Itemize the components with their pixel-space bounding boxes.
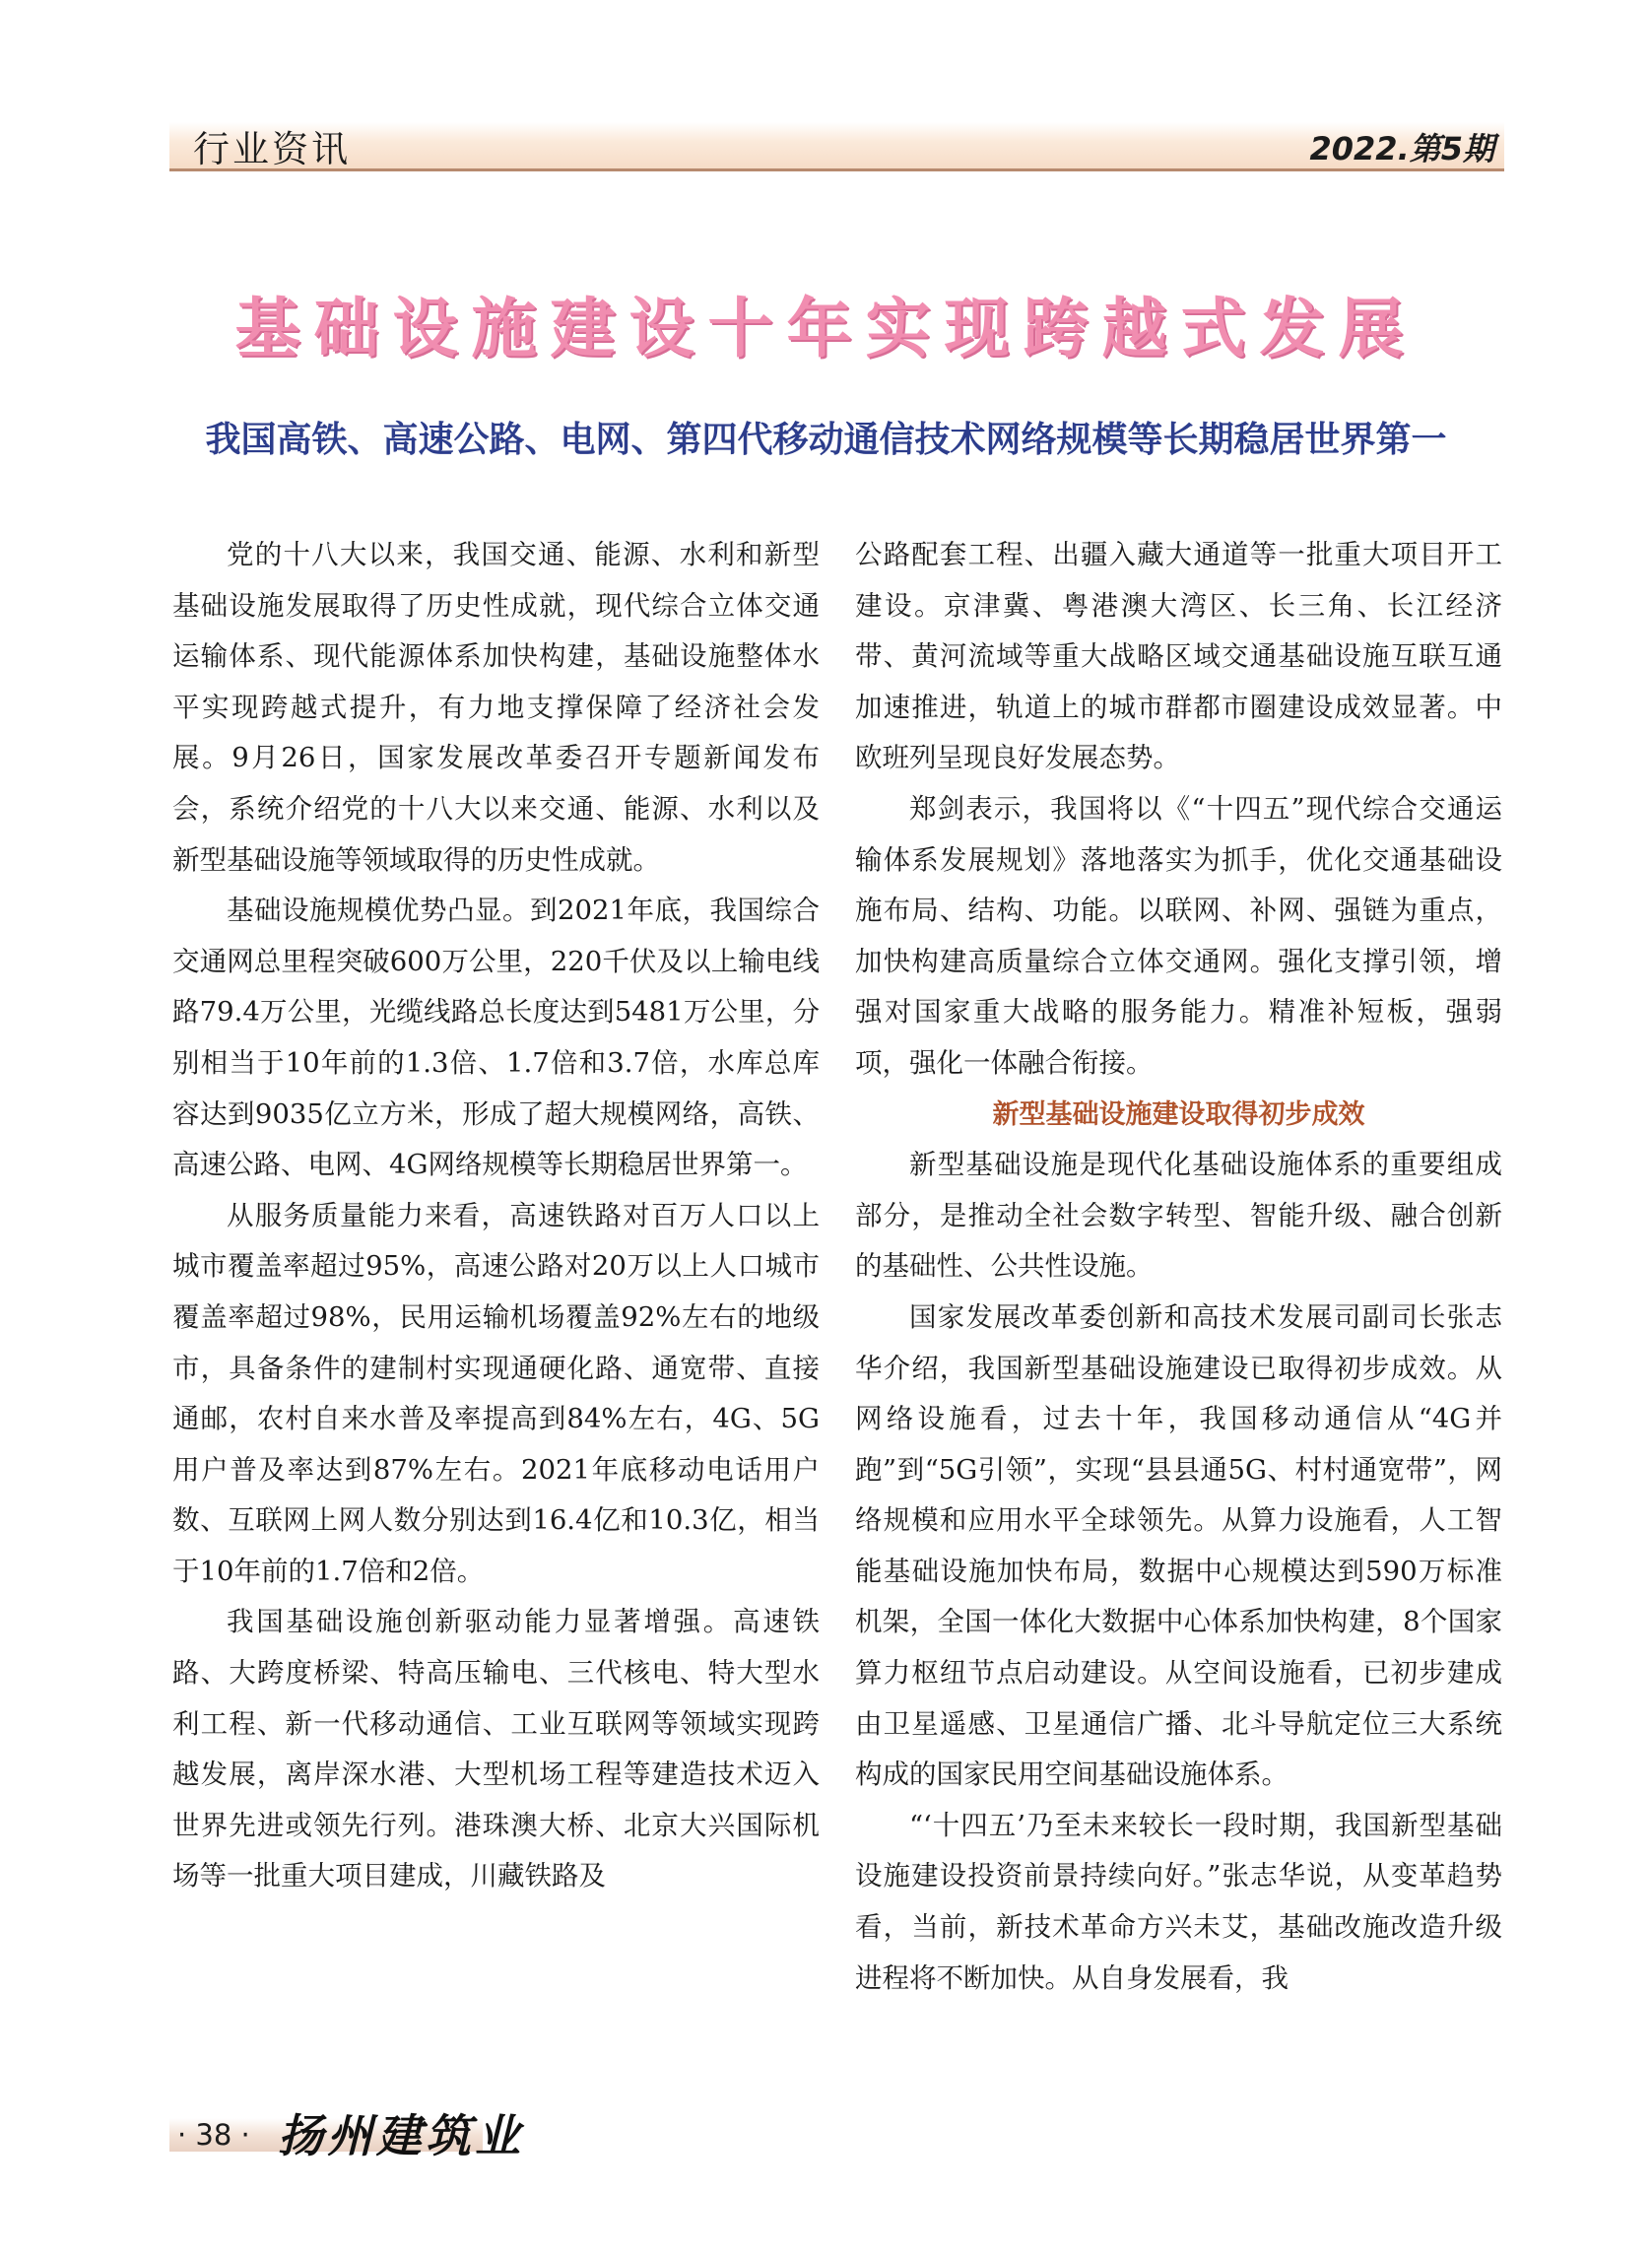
header-rule	[169, 168, 1504, 171]
paragraph: 我国基础设施创新驱动能力显著增强。高速铁路、大跨度桥梁、特高压输电、三代核电、特大型水利工程、新一代移动通信、工业互联网等领域实现跨越发展，离岸深水港、大型机场工程等建造技术迈入世界先进或领先行列。港珠澳大桥、北京大兴国际机场等一批重大项目建成，川藏铁路及	[172, 1606, 820, 1892]
section-label: 行业资讯	[193, 128, 351, 170]
left-column	[172, 530, 820, 1902]
paragraph: 新型基础设施是现代化基础设施体系的重要组成部分，是推动全社会数字转型、智能升级、融合创新的基础性、公共性设施。	[855, 1149, 1502, 1283]
paragraph: “‘十四五’乃至未来较长一段时期，我国新型基础设施建设投资前景持续向好。”张志华说，从变革趋势看，当前，新技术革命方兴未艾，基础改施改造升级进程将不断加快。从自身发展看，我	[855, 1809, 1502, 1994]
section-heading: 新型基础设施建设取得初步成效	[992, 1098, 1365, 1130]
paragraph: 党的十八大以来，我国交通、能源、水利和新型基础设施发展取得了历史性成就，现代综合立体交通运输体系、现代能源体系加快构建，基础设施整体水平实现跨越式提升，有力地支撑保障了经济社会发展。9月26日，国家发展改革委召开专题新闻发布会，系统介绍党的十八大以来交通、能源、水利以及新型基础设施等领域取得的历史性成就。	[172, 539, 820, 876]
page-number: · 38 ·	[177, 2118, 250, 2152]
article-title: 基础设施建设十年实现跨越式发展	[234, 291, 1418, 366]
paragraph: 郑剑表示，我国将以《“十四五”现代综合交通运输体系发展规划》落地落实为抓手，优化交通基础设施布局、结构、功能。以联网、补网、强链为重点，加快构建高质量综合立体交通网。强化支撑引领，增强对国家重大战略的服务能力。精准补短板，强弱项，强化一体融合衔接。	[855, 792, 1502, 1079]
article-subtitle: 我国高铁、高速公路、电网、第四代移动通信技术网络规模等长期稳居世界第一	[205, 420, 1447, 460]
magazine-masthead: 扬州建筑业	[278, 2109, 524, 2162]
paragraph: 基础设施规模优势凸显。到2021年底，我国综合交通网总里程突破600万公里，220千伏及以上输电线路79.4万公里，光缆线路总长度达到5481万公里，分别相当于10年前的1.3倍、1.7倍和3.7倍，水库总库容达到9035亿立方米，形成了超大规模网络，高铁、高速公路、电网、4G网络规模等长期稳居世界第一。	[172, 895, 820, 1181]
paragraph: 国家发展改革委创新和高技术发展司副司长张志华介绍，我国新型基础设施建设已取得初步成效。从网络设施看，过去十年，我国移动通信从“4G并跑”到“5G引领”，实现“县县通5G、村村通宽带”，网络规模和应用水平全球领先。从算力设施看，人工智能基础设施加快布局，数据中心规模达到590万标准机架，全国一体化大数据中心体系加快构建，8个国家算力枢纽节点启动建设。从空间设施看，已初步建成由卫星遥感、卫星通信广播、北斗导航定位三大系统构成的国家民用空间基础设施体系。	[855, 1300, 1502, 1791]
header-band	[169, 122, 1504, 169]
right-column	[855, 530, 1502, 2004]
issue-label: 2022.第5期	[1309, 130, 1494, 167]
paragraph: 从服务质量能力来看，高速铁路对百万人口以上城市覆盖率超过95%，高速公路对20万以上人口城市覆盖率超过98%，民用运输机场覆盖92%左右的地级市，具备条件的建制村实现通硬化路、通宽带、直接通邮，农村自来水普及率提高到84%左右，4G、5G用户普及率达到87%左右。2021年底移动电话用户数、互联网上网人数分别达到16.4亿和10.3亿，相当于10年前的1.7倍和2倍。	[172, 1199, 820, 1587]
paragraph-continued: 公路配套工程、出疆入藏大通道等一批重大项目开工建设。京津冀、粤港澳大湾区、长三角、长江经济带、黄河流域等重大战略区域交通基础设施互联互通加速推进，轨道上的城市群都市圈建设成效显著。中欧班列呈现良好发展态势。	[855, 539, 1502, 774]
